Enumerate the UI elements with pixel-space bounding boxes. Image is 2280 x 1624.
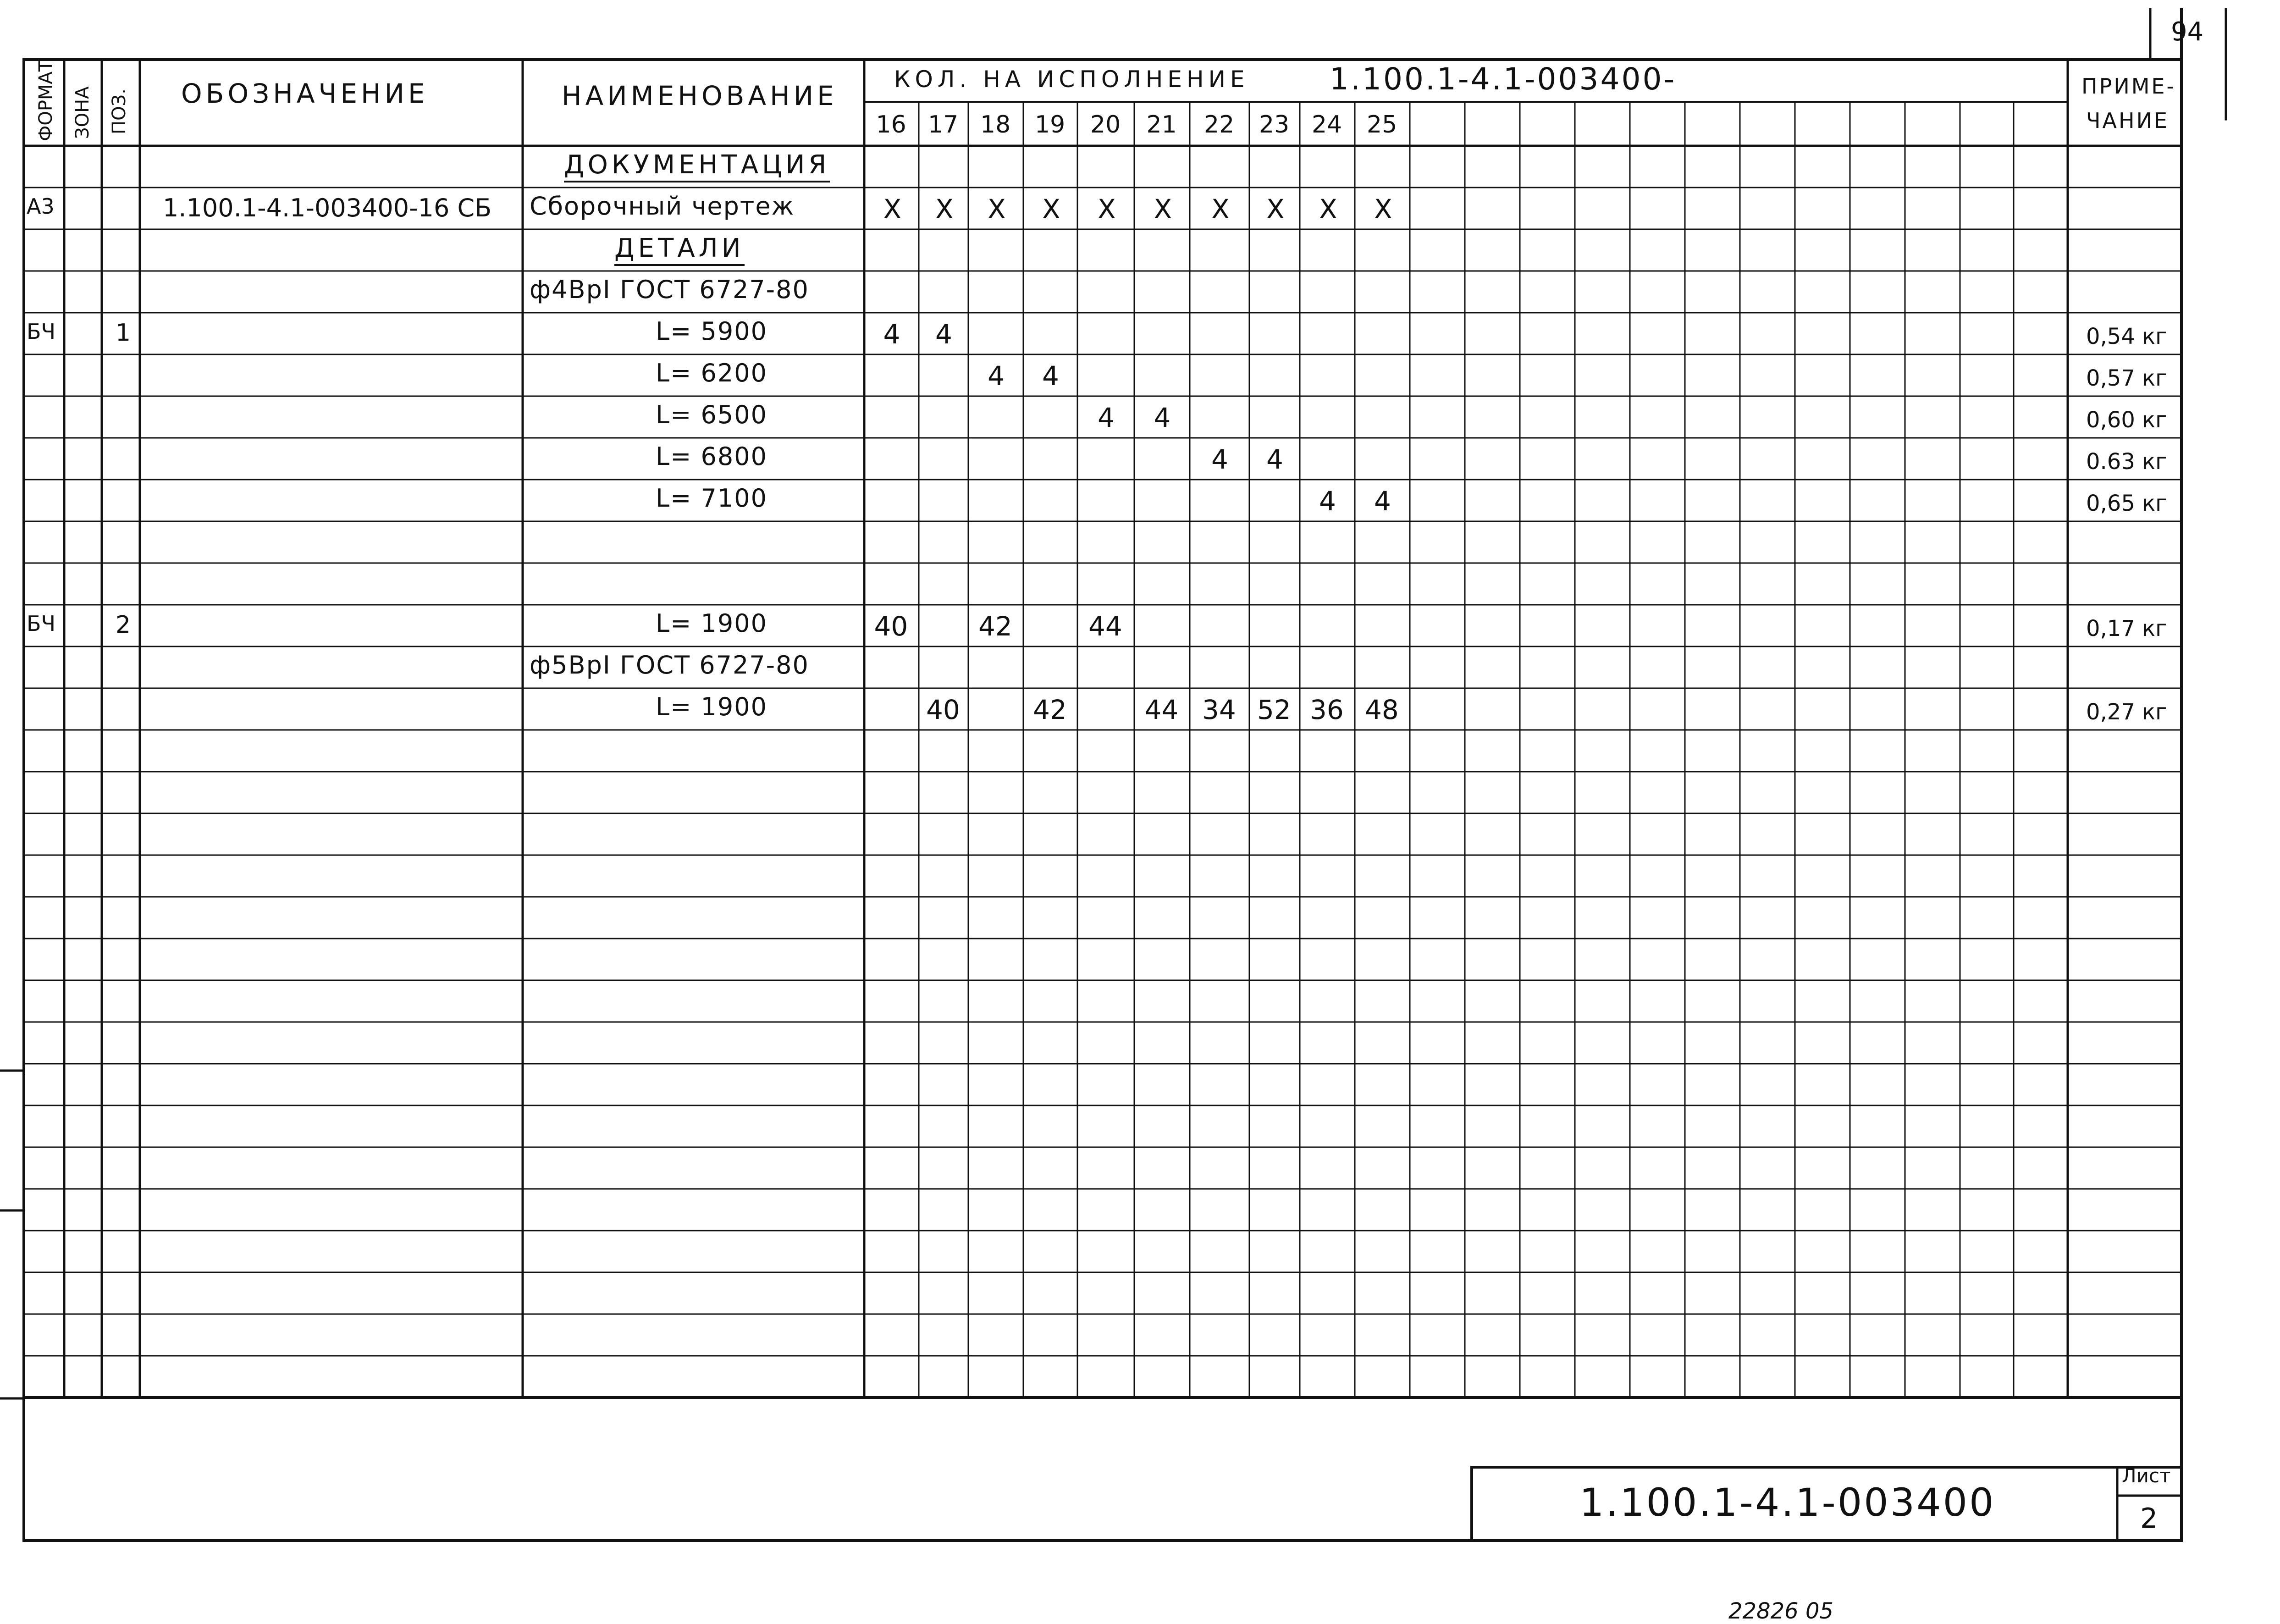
row-qty: 40 bbox=[926, 694, 960, 725]
row-name: L= 1900 bbox=[656, 609, 767, 638]
header-pos: ПОЗ. bbox=[109, 88, 130, 134]
row-format: БЧ bbox=[27, 319, 56, 344]
variant-number: 17 bbox=[928, 111, 959, 138]
row-name: ДЕТАЛИ bbox=[614, 236, 745, 266]
row-qty: 52 bbox=[1257, 694, 1291, 725]
row-note: 0,17 кг bbox=[2086, 616, 2167, 641]
header-format: ФОРМАТ bbox=[35, 60, 56, 141]
row-note: 0,54 кг bbox=[2086, 324, 2167, 349]
row-qty: 42 bbox=[978, 611, 1012, 642]
row-format: БЧ bbox=[27, 611, 56, 636]
row-position: 1 bbox=[116, 319, 131, 347]
row-qty: 34 bbox=[1202, 694, 1236, 725]
row-name: ДОКУМЕНТАЦИЯ bbox=[564, 152, 830, 182]
row-qty: X bbox=[1319, 193, 1337, 225]
variant-number: 21 bbox=[1146, 111, 1177, 138]
title-block-document-number: 1.100.1-4.1-003400 bbox=[1579, 1480, 1996, 1525]
variant-number: 20 bbox=[1090, 111, 1121, 138]
row-qty: 42 bbox=[1033, 694, 1067, 725]
row-qty: 4 bbox=[883, 319, 900, 350]
header-note-line1: ПРИМЕ- bbox=[2081, 74, 2176, 99]
row-qty: 4 bbox=[1042, 360, 1059, 392]
row-note: 0.63 кг bbox=[2086, 449, 2167, 475]
row-name: L= 6800 bbox=[656, 442, 767, 471]
variant-number: 25 bbox=[1367, 111, 1397, 138]
row-qty: 44 bbox=[1088, 611, 1122, 642]
row-position: 2 bbox=[116, 611, 131, 639]
row-qty: 44 bbox=[1144, 694, 1179, 725]
row-name: L= 5900 bbox=[656, 317, 767, 346]
variant-number: 18 bbox=[980, 111, 1011, 138]
row-qty: X bbox=[1098, 193, 1116, 225]
row-qty: 4 bbox=[1319, 486, 1336, 517]
row-name: L= 1900 bbox=[656, 692, 767, 721]
row-name: L= 7100 bbox=[656, 484, 767, 513]
variant-number: 19 bbox=[1035, 111, 1065, 138]
header-name: НАИМЕНОВАНИЕ bbox=[562, 80, 838, 111]
variant-number: 24 bbox=[1312, 111, 1342, 138]
row-qty: 4 bbox=[1211, 444, 1228, 475]
row-name: Сборочный чертеж bbox=[530, 192, 795, 221]
row-designation: 1.100.1-4.1-003400-16 СБ bbox=[163, 193, 492, 222]
row-qty: X bbox=[988, 193, 1006, 225]
row-name: L= 6500 bbox=[656, 400, 767, 429]
row-note: 0,65 кг bbox=[2086, 491, 2167, 516]
variant-number: 16 bbox=[876, 111, 906, 138]
row-name: ф5ВрI ГОСТ 6727-80 bbox=[530, 651, 809, 679]
header-qty-label: КОЛ. НА ИСПОЛНЕНИЕ bbox=[894, 66, 1249, 93]
row-qty: X bbox=[883, 193, 902, 225]
row-qty: X bbox=[1211, 193, 1230, 225]
header-designation: ОБОЗНАЧЕНИЕ bbox=[181, 78, 429, 109]
row-qty: 4 bbox=[935, 319, 952, 350]
row-qty: 40 bbox=[874, 611, 908, 642]
header-doc-prefix: 1.100.1-4.1-003400- bbox=[1330, 61, 1677, 97]
row-qty: 4 bbox=[988, 360, 1005, 392]
row-format: А3 bbox=[27, 194, 55, 219]
header-zone: ЗОНА bbox=[72, 86, 93, 139]
row-qty: X bbox=[1042, 193, 1060, 225]
row-qty: 48 bbox=[1365, 694, 1399, 725]
header-note-line2: ЧАНИЕ bbox=[2086, 108, 2170, 133]
row-name: ф4ВрI ГОСТ 6727-80 bbox=[530, 275, 809, 304]
row-qty: 36 bbox=[1310, 694, 1344, 725]
title-block-sheet-label: Лист bbox=[2122, 1464, 2171, 1487]
row-note: 0,57 кг bbox=[2086, 365, 2167, 391]
row-qty: X bbox=[935, 193, 954, 225]
row-qty: 4 bbox=[1374, 486, 1391, 517]
row-qty: 4 bbox=[1266, 444, 1283, 475]
footer-fragment: 22826 05 bbox=[1728, 1598, 1834, 1624]
row-note: 0,60 кг bbox=[2086, 407, 2167, 433]
row-qty: X bbox=[1266, 193, 1285, 225]
corner-sheet-number: 94 bbox=[2171, 17, 2204, 47]
row-qty: 4 bbox=[1098, 402, 1115, 433]
row-name: L= 6200 bbox=[656, 359, 767, 387]
row-qty: X bbox=[1374, 193, 1392, 225]
title-block-sheet-number: 2 bbox=[2140, 1502, 2158, 1535]
variant-number: 23 bbox=[1259, 111, 1290, 138]
row-qty: 4 bbox=[1154, 402, 1171, 433]
row-note: 0,27 кг bbox=[2086, 699, 2167, 725]
variant-number: 22 bbox=[1204, 111, 1235, 138]
row-qty: X bbox=[1154, 193, 1172, 225]
